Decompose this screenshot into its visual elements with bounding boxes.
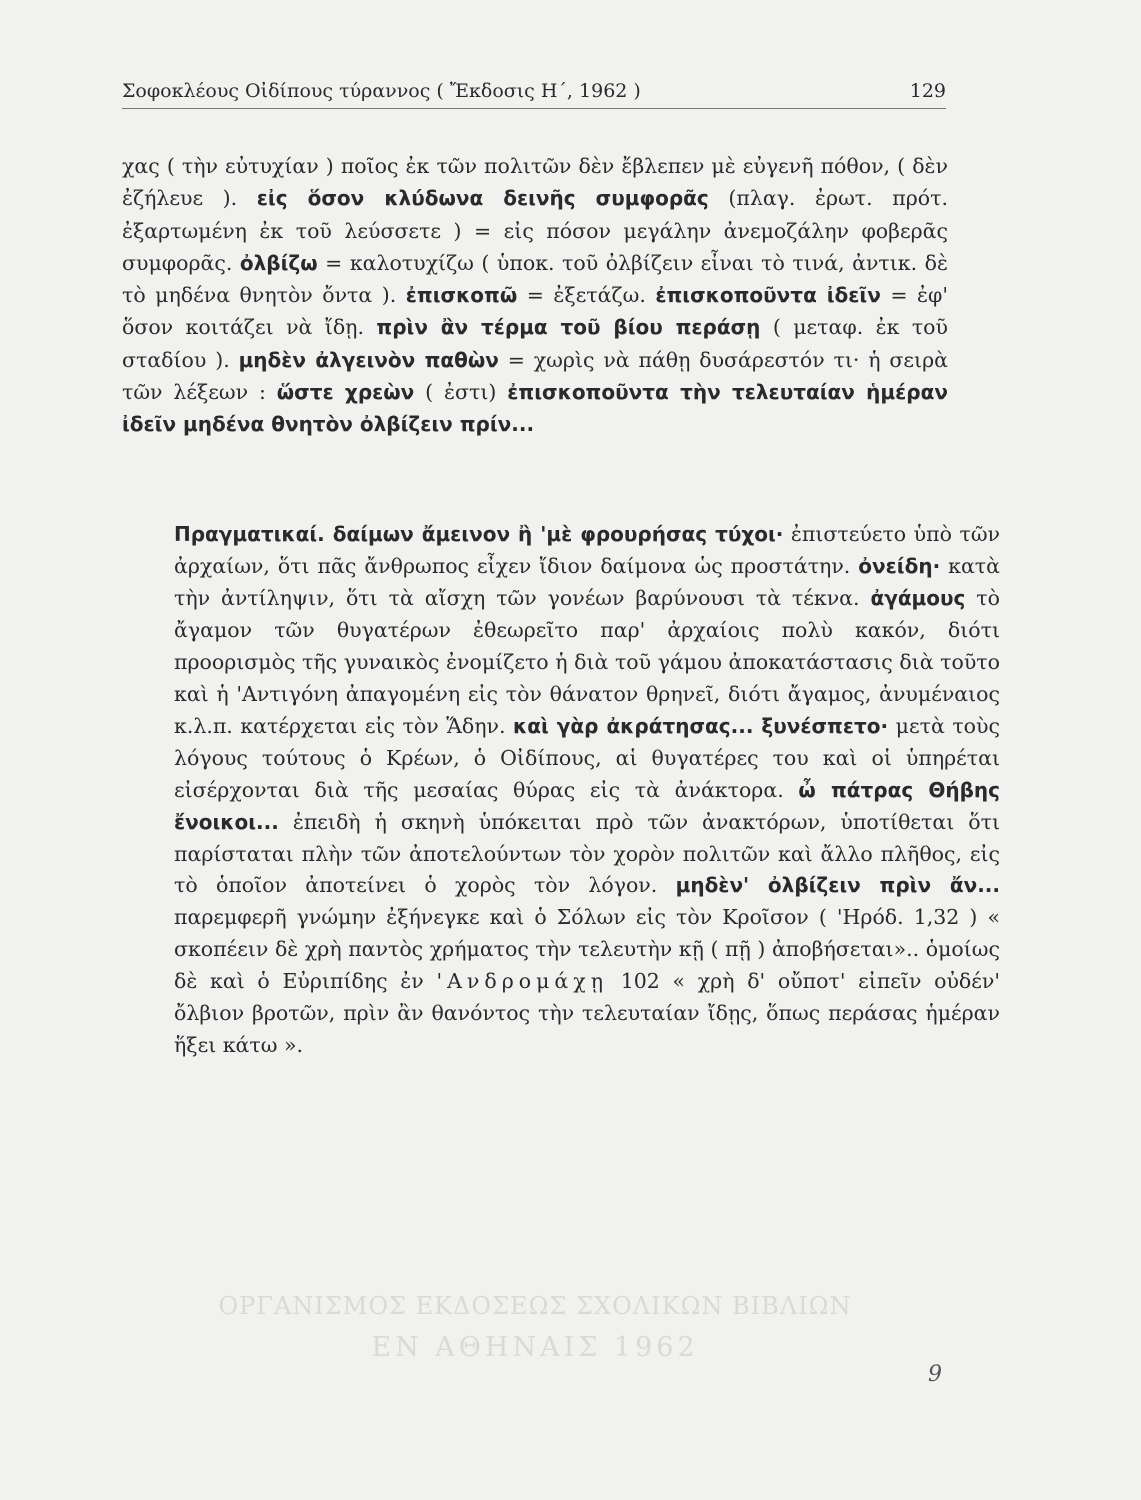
commentary-text: μετὰ τοὺς λόγους τούτους ὁ Κρέων, ὁ Οἰδίπους, αἱ θυγατέρες του καὶ οἱ ὑπηρέται εἰσέρχονται διὰ τῆς μεσαίας θύρας εἰς τὰ ἀνάκτορα. (174, 713, 1000, 802)
commentary-text: = ἐξετάζω. (526, 283, 646, 308)
lemma: ὥστε χρεὼν (276, 380, 415, 405)
lemma: ἀγάμους (870, 585, 966, 610)
commentary-paragraph (122, 519, 1000, 1062)
lemma: ὀλβίζω (239, 250, 318, 275)
publisher-stamp-place-year: ΕΝ ΑΘΗΝΑΙΣ 1962 (371, 1332, 699, 1363)
commentary-text: κατὰ τὴν ἀντίληψιν, ὅτι τὰ αἴσχη τῶν γονέων βαρύνουσι τὰ τέκνα. (174, 553, 1000, 610)
lemma: πρὶν ἂν τέρμα τοῦ βίου περάσῃ (376, 315, 761, 340)
lemma: μηδὲν' ὀλβίζειν πρὶν ἄν... (675, 873, 1001, 898)
commentary-text: = καλοτυχίζω ( ὑποκ. τοῦ ὀλβίζειν εἶναι τὸ τινά, ἀντικ. δὲ τὸ μηδένα θνητὸν ὄντα ). (122, 250, 948, 308)
publisher-stamp: ΟΡΓΑΝΙΣΜΟΣ ΕΚΔΟΣΕΩΣ ΣΧΟΛΙΚΩΝ ΒΙΒΛΙΩΝ (218, 1292, 852, 1320)
commentary-text: = ἐφ' ὅσον κοιτάζει νὰ ἴδῃ. (122, 283, 948, 340)
commentary-text: ἐπιστεύετο ὑπὸ τῶν ἀρχαίων, ὅτι πᾶς ἄνθρωπος εἶχεν ἴδιον δαίμονα ὡς προστάτην. (174, 522, 1000, 578)
commentary-text: ( ἐστι) (425, 380, 497, 405)
lemma: ἐπισκοποῦντα ἰδεῖν (655, 283, 881, 308)
signature-mark: 9 (928, 1362, 942, 1387)
commentary-text: (πλαγ. ἐρωτ. πρότ. ἐξαρτωμένη ἐκ τοῦ λεύσσετε ) = εἰς πόσον μεγάλην ἀνεμοζάλην φοβερᾶς συμφορᾶς. (122, 186, 948, 275)
commentary-text: χας ( τὴν εὐτυχίαν ) ποῖος ἐκ τῶν πολιτῶν δὲν ἔβλεπεν μὲ εὐγενῆ πόθον, ( δὲν ἐζήλευε ). (122, 154, 948, 211)
commentary-text: τὸ ἄγαμον τῶν θυγατέρων ἐθεωρεῖτο παρ' ἀρχαίοις πολὺ κακόν, διότι προορισμὸς τῆς γυναικὸς ἐνομίζετο ἡ διὰ τοῦ γάμου ἀποκατάστασις διὰ τοῦτο καὶ ἡ 'Αντιγόνη ἀπαγομένη εἰς τὸν θάνατον θρηνεῖ, διότι ἄγαμος, ἀνυμέναιος κ.λ.π. κατέρχεται εἰς τὸν Ἅδην. (174, 585, 1000, 738)
commentary-text: = χωρὶς νὰ πάθῃ δυσάρεστόν τι· ἡ σειρὰ τῶν λέξεων : (122, 347, 948, 405)
lemma: ὀνείδη· (858, 553, 941, 578)
lemma: ἐπισκοπῶ (405, 283, 518, 308)
page-number: 129 (909, 80, 946, 102)
page-header (122, 74, 946, 109)
header-title: Σοφοκλέους Οἰδίπους τύραννος ( Ἔκδοσις Η΄, 1962 ) (122, 80, 641, 102)
commentary-text: ( μεταφ. ἐκ τοῦ σταδίου ). (122, 315, 948, 372)
lemma: ὦ πάτρας Θήβης ἔνοικοι... (174, 777, 1000, 834)
commentary-text: παρεμφερῆ γνώμην ἐξήνεγκε καὶ ὁ Σόλων εἰς τὸν Κροῖσον ( 'Ηρόδ. 1,32 ) « σκοπέειν δὲ χρὴ παντὸς χρήματος τὴν τελευτὴν κῇ ( πῇ ) ἀποβήσεται».. ὁμοίως δὲ καὶ ὁ Εὐριπίδης ἐν (174, 905, 1000, 994)
commentary-paragraph (122, 150, 948, 441)
commentary-text: 102 « χρὴ δ' οὔποτ' εἰπεῖν οὐδέν' ὄλβιον βροτῶν, πρὶν ἂν θανόντος τὴν τελευταίαν ἴδῃς, ὅπως περάσας ἡμέραν ἥξει κάτω ». (174, 969, 1000, 1058)
lemma: Πραγματικαί. δαίμων ἄμεινον ἢ 'μὲ φρουρήσας τύχοι· (174, 522, 784, 546)
lemma: καὶ γὰρ ἀκράτησας... ξυνέσπετο· (513, 713, 889, 738)
lemma: ἐπισκοποῦντα τὴν τελευταίαν ἡμέραν ἰδεῖν μηδένα θνητὸν ὀλβίζειν πρίν... (122, 380, 948, 437)
lemma: εἰς ὅσον κλύδωνα δεινῆς συμφορᾶς (256, 186, 709, 211)
work-title: 'Ανδρομάχῃ (436, 969, 608, 994)
commentary-text: ἐπειδὴ ἡ σκηνὴ ὑπόκειται πρὸ τῶν ἀνακτόρων, ὑποτίθεται ὅτι παρίσταται πλὴν τῶν ἀποτελούντων τὸν χορὸν πολιτῶν καὶ ἄλλο πλῆθος, εἰς τὸ ὁποῖον ἀποτείνει ὁ χορὸς τὸν λόγον. (174, 809, 1000, 898)
lemma: μηδὲν ἀλγεινὸν παθὼν (238, 347, 499, 372)
